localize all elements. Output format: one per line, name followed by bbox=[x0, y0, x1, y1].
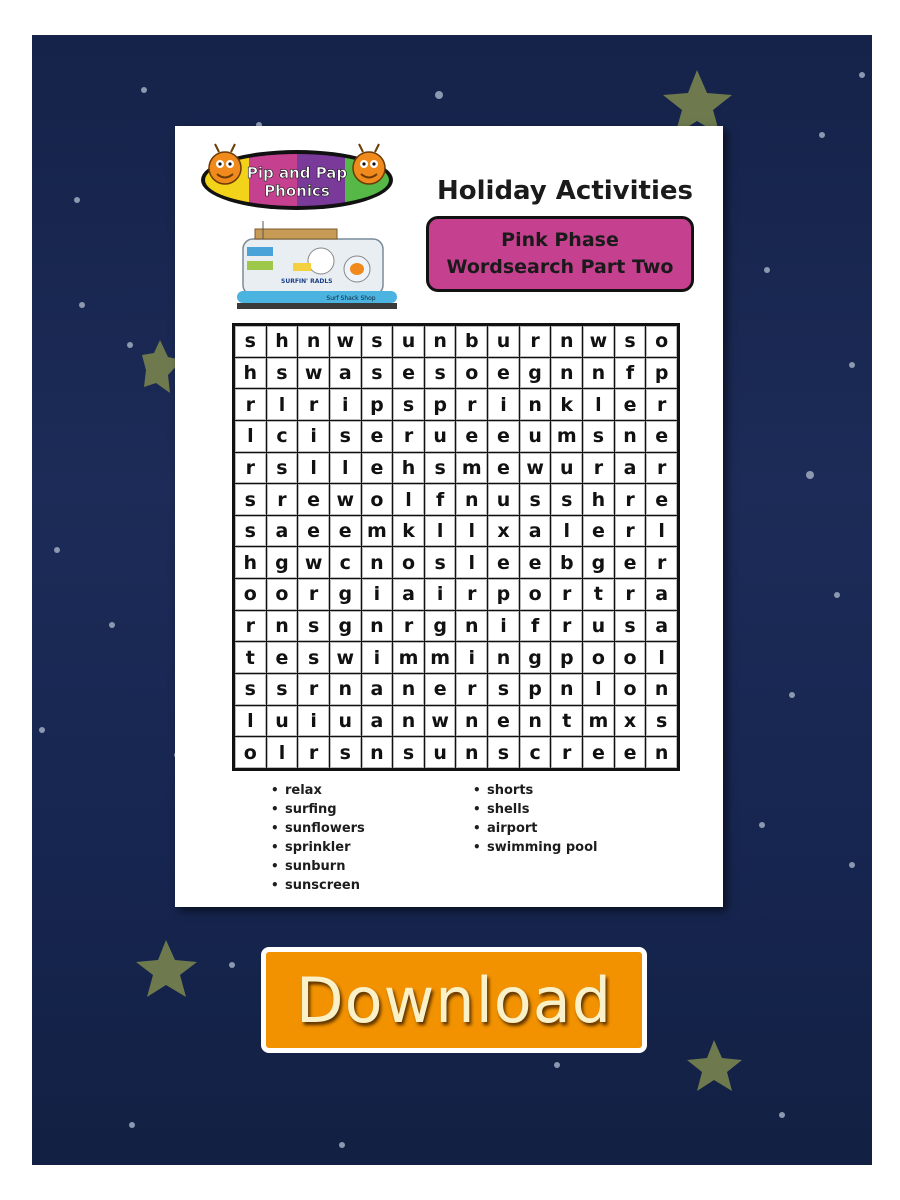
grid-cell: e bbox=[615, 547, 646, 578]
grid-cell: l bbox=[551, 516, 582, 547]
grid-cell: e bbox=[583, 737, 614, 768]
word-list-item: • sprinkler bbox=[271, 838, 365, 857]
grid-cell: s bbox=[267, 674, 298, 705]
grid-cell: s bbox=[330, 737, 361, 768]
grid-cell: h bbox=[235, 547, 266, 578]
grid-cell: g bbox=[330, 611, 361, 642]
grid-cell: s bbox=[362, 326, 393, 357]
grid-cell: p bbox=[646, 358, 677, 389]
grid-cell: i bbox=[488, 611, 519, 642]
grid-cell: i bbox=[456, 642, 487, 673]
grid-cell: n bbox=[298, 326, 329, 357]
word-list-item: • relax bbox=[271, 781, 365, 800]
grid-cell: l bbox=[235, 421, 266, 452]
grid-cell: i bbox=[488, 389, 519, 420]
phase-label-box bbox=[426, 216, 694, 292]
grid-cell: o bbox=[583, 642, 614, 673]
grid-cell: c bbox=[330, 547, 361, 578]
grid-cell: n bbox=[456, 484, 487, 515]
grid-cell: r bbox=[298, 579, 329, 610]
word-list-left bbox=[271, 781, 365, 895]
grid-cell: e bbox=[488, 706, 519, 737]
grid-cell: r bbox=[235, 453, 266, 484]
grid-cell: s bbox=[330, 421, 361, 452]
grid-cell: a bbox=[362, 674, 393, 705]
grid-cell: w bbox=[298, 547, 329, 578]
grid-cell: f bbox=[615, 358, 646, 389]
grid-cell: u bbox=[330, 706, 361, 737]
grid-cell: e bbox=[615, 737, 646, 768]
grid-cell: o bbox=[267, 579, 298, 610]
grid-cell: s bbox=[425, 453, 456, 484]
grid-cell: o bbox=[520, 579, 551, 610]
grid-cell: a bbox=[393, 579, 424, 610]
grid-cell: a bbox=[646, 611, 677, 642]
grid-cell: n bbox=[551, 326, 582, 357]
worksheet-title: Holiday Activities bbox=[437, 176, 693, 206]
grid-cell: r bbox=[615, 484, 646, 515]
grid-cell: f bbox=[520, 611, 551, 642]
grid-cell: n bbox=[362, 737, 393, 768]
grid-cell: l bbox=[456, 547, 487, 578]
grid-cell: n bbox=[488, 642, 519, 673]
grid-cell: g bbox=[425, 611, 456, 642]
grid-cell: s bbox=[425, 358, 456, 389]
wordsearch-grid bbox=[232, 323, 680, 771]
grid-cell: o bbox=[615, 642, 646, 673]
word-list-item: • sunburn bbox=[271, 857, 365, 876]
grid-cell: w bbox=[520, 453, 551, 484]
grid-cell: s bbox=[583, 421, 614, 452]
word-list-item: • airport bbox=[473, 819, 597, 838]
grid-cell: r bbox=[646, 547, 677, 578]
word-list-right bbox=[473, 781, 597, 857]
grid-cell: s bbox=[488, 674, 519, 705]
word-list-item: • swimming pool bbox=[473, 838, 597, 857]
grid-cell: r bbox=[520, 326, 551, 357]
grid-cell: r bbox=[393, 611, 424, 642]
grid-cell: i bbox=[298, 706, 329, 737]
grid-cell: s bbox=[235, 674, 266, 705]
grid-cell: l bbox=[235, 706, 266, 737]
grid-cell: n bbox=[456, 737, 487, 768]
grid-cell: n bbox=[267, 611, 298, 642]
grid-cell: s bbox=[425, 547, 456, 578]
word-list-item: • surfing bbox=[271, 800, 365, 819]
grid-cell: k bbox=[551, 389, 582, 420]
grid-cell: s bbox=[235, 326, 266, 357]
starry-background bbox=[32, 35, 872, 1165]
grid-cell: n bbox=[551, 358, 582, 389]
grid-cell: n bbox=[583, 358, 614, 389]
grid-cell: r bbox=[456, 674, 487, 705]
grid-cell: s bbox=[393, 389, 424, 420]
grid-cell: o bbox=[235, 579, 266, 610]
grid-cell: x bbox=[488, 516, 519, 547]
grid-cell: s bbox=[298, 642, 329, 673]
grid-cell: e bbox=[646, 421, 677, 452]
grid-cell: l bbox=[267, 737, 298, 768]
grid-cell: o bbox=[456, 358, 487, 389]
grid-cell: w bbox=[298, 358, 329, 389]
logo-text-line1: Pip and Pap bbox=[246, 164, 348, 182]
grid-cell: p bbox=[488, 579, 519, 610]
grid-cell: m bbox=[425, 642, 456, 673]
grid-cell: n bbox=[362, 611, 393, 642]
word-list-item: • shorts bbox=[473, 781, 597, 800]
grid-cell: l bbox=[330, 453, 361, 484]
shop-sign: Surf Shack Shop bbox=[326, 295, 376, 302]
grid-cell: m bbox=[583, 706, 614, 737]
grid-cell: c bbox=[520, 737, 551, 768]
grid-cell: n bbox=[393, 674, 424, 705]
grid-cell: t bbox=[235, 642, 266, 673]
grid-cell: m bbox=[551, 421, 582, 452]
grid-cell: w bbox=[330, 326, 361, 357]
grid-cell: e bbox=[362, 421, 393, 452]
grid-cell: w bbox=[583, 326, 614, 357]
grid-cell: e bbox=[456, 421, 487, 452]
grid-cell: m bbox=[393, 642, 424, 673]
grid-cell: a bbox=[330, 358, 361, 389]
grid-cell: o bbox=[393, 547, 424, 578]
grid-cell: g bbox=[520, 358, 551, 389]
pip-and-pap-logo bbox=[197, 138, 397, 218]
grid-cell: s bbox=[362, 358, 393, 389]
grid-cell: w bbox=[330, 642, 361, 673]
grid-cell: n bbox=[646, 737, 677, 768]
download-button[interactable]: Download bbox=[261, 947, 647, 1053]
surf-shop-illustration bbox=[233, 221, 403, 313]
grid-cell: u bbox=[520, 421, 551, 452]
grid-cell: p bbox=[551, 642, 582, 673]
grid-cell: h bbox=[393, 453, 424, 484]
grid-cell: t bbox=[583, 579, 614, 610]
grid-cell: s bbox=[267, 358, 298, 389]
grid-cell: l bbox=[393, 484, 424, 515]
grid-cell: e bbox=[362, 453, 393, 484]
grid-cell: s bbox=[551, 484, 582, 515]
shop-board-text: SURFIN' RADLS bbox=[281, 278, 333, 285]
phase-line-2: Wordsearch Part Two bbox=[446, 256, 674, 278]
grid-cell: g bbox=[520, 642, 551, 673]
grid-cell: h bbox=[267, 326, 298, 357]
grid-cell: i bbox=[425, 579, 456, 610]
grid-cell: u bbox=[425, 737, 456, 768]
grid-cell: a bbox=[362, 706, 393, 737]
grid-cell: s bbox=[615, 611, 646, 642]
worksheet-preview bbox=[175, 126, 723, 907]
grid-cell: x bbox=[615, 706, 646, 737]
grid-cell: s bbox=[520, 484, 551, 515]
grid-cell: n bbox=[456, 706, 487, 737]
grid-cell: n bbox=[615, 421, 646, 452]
grid-cell: p bbox=[425, 389, 456, 420]
grid-cell: l bbox=[456, 516, 487, 547]
grid-cell: e bbox=[425, 674, 456, 705]
logo-text-line2: Phonics bbox=[264, 182, 330, 200]
grid-cell: n bbox=[646, 674, 677, 705]
grid-cell: l bbox=[646, 516, 677, 547]
grid-cell: e bbox=[267, 642, 298, 673]
grid-cell: m bbox=[456, 453, 487, 484]
grid-cell: p bbox=[362, 389, 393, 420]
grid-cell: r bbox=[646, 453, 677, 484]
grid-cell: u bbox=[551, 453, 582, 484]
grid-cell: m bbox=[362, 516, 393, 547]
grid-cell: g bbox=[583, 547, 614, 578]
grid-cell: p bbox=[520, 674, 551, 705]
grid-cell: b bbox=[551, 547, 582, 578]
grid-cell: a bbox=[646, 579, 677, 610]
grid-cell: e bbox=[393, 358, 424, 389]
grid-cell: u bbox=[488, 326, 519, 357]
grid-cell: r bbox=[298, 674, 329, 705]
grid-cell: r bbox=[646, 389, 677, 420]
grid-cell: u bbox=[488, 484, 519, 515]
grid-cell: u bbox=[425, 421, 456, 452]
grid-cell: n bbox=[520, 706, 551, 737]
grid-cell: u bbox=[393, 326, 424, 357]
grid-cell: e bbox=[298, 484, 329, 515]
grid-cell: c bbox=[267, 421, 298, 452]
grid-cell: i bbox=[362, 579, 393, 610]
word-list-item: • sunflowers bbox=[271, 819, 365, 838]
grid-cell: a bbox=[520, 516, 551, 547]
grid-cell: s bbox=[615, 326, 646, 357]
grid-cell: e bbox=[488, 547, 519, 578]
grid-cell: r bbox=[393, 421, 424, 452]
grid-cell: o bbox=[646, 326, 677, 357]
grid-cell: n bbox=[520, 389, 551, 420]
grid-cell: n bbox=[425, 326, 456, 357]
grid-cell: r bbox=[551, 737, 582, 768]
grid-cell: r bbox=[615, 516, 646, 547]
grid-cell: i bbox=[362, 642, 393, 673]
grid-cell: n bbox=[330, 674, 361, 705]
word-list-item: • shells bbox=[473, 800, 597, 819]
grid-cell: r bbox=[551, 611, 582, 642]
grid-cell: l bbox=[298, 453, 329, 484]
grid-cell: a bbox=[615, 453, 646, 484]
grid-cell: r bbox=[456, 389, 487, 420]
word-list-item: • sunscreen bbox=[271, 876, 365, 895]
grid-cell: o bbox=[362, 484, 393, 515]
grid-cell: e bbox=[488, 358, 519, 389]
grid-cell: r bbox=[615, 579, 646, 610]
grid-cell: r bbox=[456, 579, 487, 610]
grid-cell: s bbox=[488, 737, 519, 768]
grid-cell: k bbox=[393, 516, 424, 547]
phase-line-1: Pink Phase bbox=[501, 229, 619, 251]
grid-cell: e bbox=[488, 453, 519, 484]
grid-cell: l bbox=[646, 642, 677, 673]
star-shape bbox=[136, 940, 197, 997]
grid-cell: w bbox=[330, 484, 361, 515]
grid-cell: w bbox=[425, 706, 456, 737]
grid-cell: s bbox=[646, 706, 677, 737]
grid-cell: e bbox=[646, 484, 677, 515]
grid-cell: e bbox=[615, 389, 646, 420]
grid-cell: r bbox=[235, 611, 266, 642]
grid-cell: r bbox=[298, 389, 329, 420]
grid-cell: t bbox=[551, 706, 582, 737]
grid-cell: s bbox=[267, 453, 298, 484]
grid-cell: n bbox=[456, 611, 487, 642]
grid-cell: l bbox=[425, 516, 456, 547]
grid-cell: n bbox=[551, 674, 582, 705]
grid-cell: h bbox=[235, 358, 266, 389]
grid-cell: i bbox=[330, 389, 361, 420]
grid-cell: a bbox=[267, 516, 298, 547]
grid-cell: n bbox=[362, 547, 393, 578]
grid-cell: r bbox=[235, 389, 266, 420]
grid-cell: s bbox=[393, 737, 424, 768]
grid-cell: h bbox=[583, 484, 614, 515]
grid-cell: l bbox=[583, 674, 614, 705]
grid-cell: o bbox=[615, 674, 646, 705]
grid-cell: g bbox=[330, 579, 361, 610]
grid-cell: g bbox=[267, 547, 298, 578]
grid-cell: r bbox=[551, 579, 582, 610]
grid-cell: s bbox=[235, 516, 266, 547]
grid-cell: u bbox=[267, 706, 298, 737]
grid-cell: l bbox=[583, 389, 614, 420]
grid-cell: o bbox=[235, 737, 266, 768]
grid-cell: n bbox=[393, 706, 424, 737]
grid-cell: f bbox=[425, 484, 456, 515]
grid-cell: e bbox=[298, 516, 329, 547]
star-shape bbox=[687, 1040, 742, 1091]
grid-cell: u bbox=[583, 611, 614, 642]
grid-cell: r bbox=[267, 484, 298, 515]
grid-cell: r bbox=[583, 453, 614, 484]
grid-cell: r bbox=[298, 737, 329, 768]
grid-cell: l bbox=[267, 389, 298, 420]
grid-cell: b bbox=[456, 326, 487, 357]
grid-cell: e bbox=[330, 516, 361, 547]
grid-cell: s bbox=[235, 484, 266, 515]
grid-cell: i bbox=[298, 421, 329, 452]
grid-cell: e bbox=[583, 516, 614, 547]
grid-cell: e bbox=[488, 421, 519, 452]
grid-cell: s bbox=[298, 611, 329, 642]
grid-cell: e bbox=[520, 547, 551, 578]
